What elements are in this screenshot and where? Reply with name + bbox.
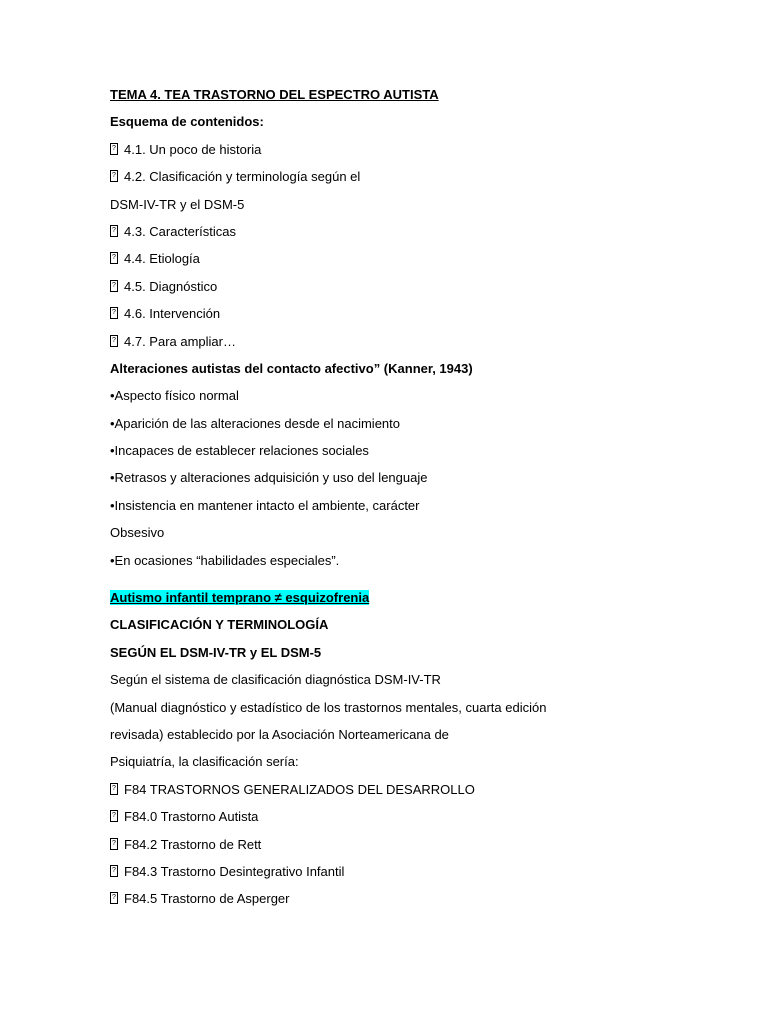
document-content [110, 86, 710, 918]
kanner-item: •En ocasiones “habilidades especiales”. [110, 552, 340, 568]
contents-item-continuation: DSM-IV-TR y el DSM-5 [110, 196, 245, 212]
kanner-heading: Alteraciones autistas del contacto afectivo” (Kanner, 1943) [110, 360, 473, 376]
missing-glyph-box-icon: ? [110, 307, 118, 319]
paragraph-line: revisada) establecido por la Asociación Norteamericana de [110, 726, 449, 742]
missing-glyph-box-icon: ? [110, 865, 118, 877]
spacer [110, 579, 710, 589]
missing-glyph-box-icon: ? [110, 810, 118, 822]
missing-glyph-box-icon: ? [110, 335, 118, 347]
f84-item: ? F84.5 Trastorno de Asperger [110, 890, 710, 917]
contents-item: ? 4.4. Etiología [110, 250, 710, 277]
kanner-item: •Retrasos y alteraciones adquisición y uso del lenguaje [110, 470, 428, 486]
paragraph-line: Según el sistema de clasificación diagnóstica DSM-IV-TR [110, 672, 441, 688]
highlighted-line: Autismo infantil temprano ≠ esquizofrenia [110, 590, 370, 606]
f84-item: ? F84.0 Trastorno Autista [110, 808, 710, 835]
contents-item: ? 4.6. Intervención [110, 305, 710, 332]
missing-glyph-box-icon: ? [110, 143, 118, 155]
missing-glyph-box-icon: ? [110, 225, 118, 237]
document-title: TEMA 4. TEA TRASTORNO DEL ESPECTRO AUTISTA [110, 87, 439, 102]
contents-item: ? 4.5. Diagnóstico [110, 278, 710, 305]
missing-glyph-box-icon: ? [110, 170, 118, 182]
paragraph-line: Psiquiatría, la clasificación sería: [110, 754, 299, 770]
kanner-item: •Incapaces de establecer relaciones sociales [110, 443, 369, 459]
contents-item: ? 4.7. Para ampliar… [110, 333, 710, 360]
missing-glyph-box-icon: ? [110, 892, 118, 904]
contents-item: ? 4.3. Características [110, 223, 710, 250]
f84-item: ? F84 TRASTORNOS GENERALIZADOS DEL DESARROLLO [110, 781, 710, 808]
missing-glyph-box-icon: ? [110, 838, 118, 850]
contents-item: ? 4.2. Clasificación y terminología según el [110, 168, 710, 195]
missing-glyph-box-icon: ? [110, 280, 118, 292]
kanner-item: •Aspecto físico normal [110, 388, 239, 404]
classification-heading: CLASIFICACIÓN Y TERMINOLOGÍA [110, 617, 329, 633]
f84-item: ? F84.3 Trastorno Desintegrativo Infantil [110, 863, 710, 890]
kanner-item: •Insistencia en mantener intacto el ambiente, carácter [110, 497, 420, 513]
kanner-item: •Aparición de las alteraciones desde el nacimiento [110, 415, 400, 431]
contents-item: ? 4.1. Un poco de historia [110, 141, 710, 168]
schema-heading: Esquema de contenidos: [110, 114, 264, 130]
f84-item: ? F84.2 Trastorno de Rett [110, 836, 710, 863]
kanner-item: Obsesivo [110, 525, 165, 541]
missing-glyph-box-icon: ? [110, 783, 118, 795]
classification-subheading: SEGÚN EL DSM-IV-TR y EL DSM-5 [110, 644, 322, 660]
missing-glyph-box-icon: ? [110, 252, 118, 264]
paragraph-line: (Manual diagnóstico y estadístico de los trastornos mentales, cuarta edición [110, 699, 547, 715]
